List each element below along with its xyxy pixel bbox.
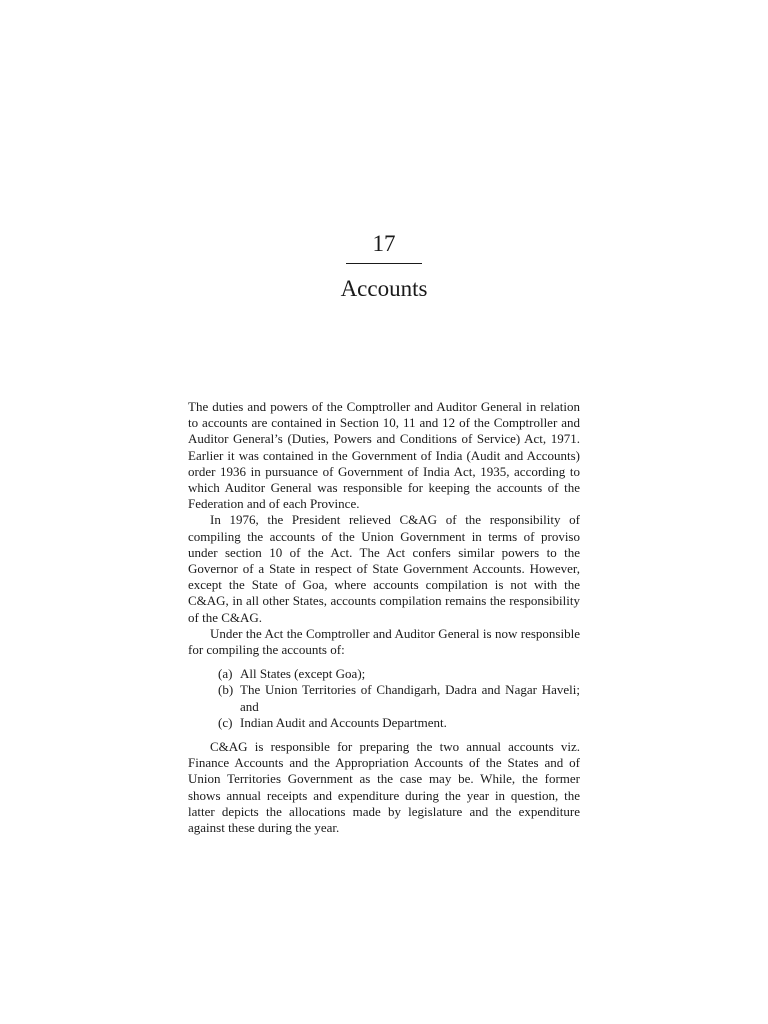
list-item-text: The Union Territories of Chandigarh, Dadra and Nagar Haveli; and — [240, 682, 580, 714]
list-item — [188, 715, 580, 731]
paragraph-1: The duties and powers of the Comptroller and Auditor General in relation to accounts are contained in Section 10, 11 and 12 of the Comptroller and Auditor General’s (Duties, Powers and Conditions of Service) Act, 1971. Earlier it was contained in the Government of India (Audit and Accounts) order 1936 in pursuance of Government of India Act, 1935, according to which Auditor General was responsible for keeping the accounts of the Federation and of each Province. — [188, 399, 580, 512]
list-item-text: All States (except Goa); — [240, 666, 366, 682]
list-item — [188, 682, 580, 714]
list-marker: (a) — [218, 666, 233, 682]
chapter-heading — [0, 228, 768, 304]
paragraph-3: Under the Act the Comptroller and Auditor General is now responsible for compiling the accounts of: — [188, 625, 580, 658]
accounts-list — [188, 666, 580, 731]
list-item — [188, 666, 580, 682]
paragraph-4: C&AG is responsible for preparing the two annual accounts viz. Finance Accounts and the Appropriation Accounts of the States and of Union Territories Government as the case may be. While, the former shows annual receipts and expenditure during the year in question, the latter depicts the allocations made by legislature and the expenditure against these during the year. — [188, 739, 580, 836]
chapter-body — [188, 399, 580, 836]
list-marker: (c) — [218, 714, 233, 730]
paragraph-2: In 1976, the President relieved C&AG of the responsibility of compiling the accounts of the Union Government in terms of proviso under section 10 of the Act. The Act confers similar powers to the Governor of a State in respect of State Government Accounts. However, except the State of Goa, where accounts compilation is not with the C&AG, in all other States, accounts compilation remains the responsibility of the C&AG. — [188, 512, 580, 625]
chapter-divider — [346, 263, 422, 264]
chapter-number: 17 — [372, 231, 396, 256]
list-item-text: Indian Audit and Accounts Department. — [240, 714, 447, 730]
chapter-title: Accounts — [340, 276, 428, 301]
list-marker: (b) — [218, 682, 234, 698]
